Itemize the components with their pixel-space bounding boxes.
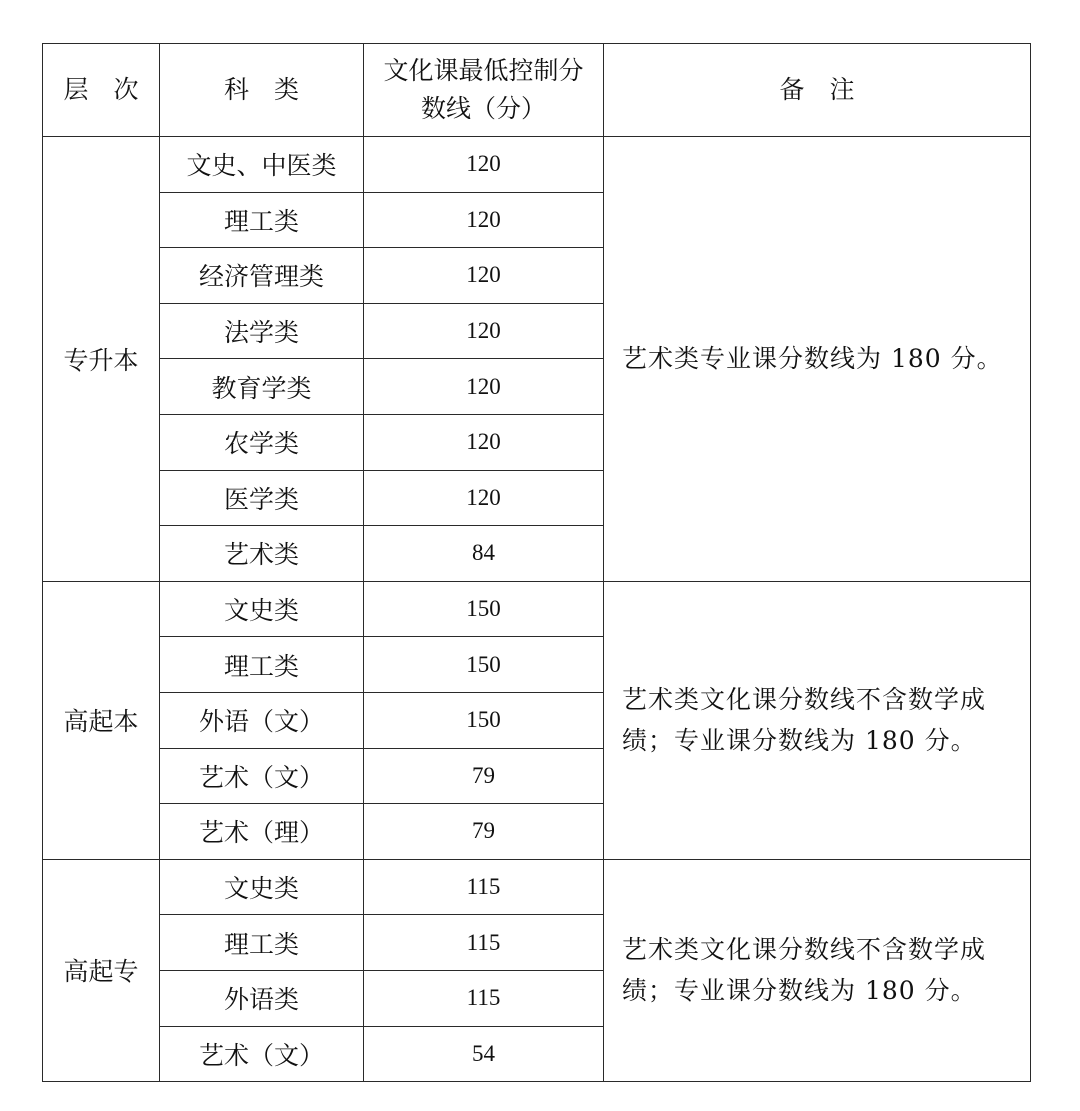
subject-cell: 艺术（文） [160, 748, 364, 804]
subject-cell: 外语类 [160, 970, 364, 1026]
score-cell: 115 [364, 915, 604, 971]
subject-cell: 艺术（理） [160, 804, 364, 860]
subject-cell: 医学类 [160, 470, 364, 526]
header-score-line2: 数线（分） [420, 94, 546, 123]
score-cell: 150 [364, 692, 604, 748]
header-score [364, 44, 604, 137]
table-body [43, 44, 1031, 1082]
level-cell: 高起专 [43, 859, 160, 1081]
table-row [43, 859, 1031, 915]
subject-cell: 理工类 [160, 192, 364, 248]
header-note: 备 注 [604, 44, 1031, 137]
score-cell: 150 [364, 637, 604, 693]
score-table [42, 43, 1031, 1082]
score-cell: 54 [364, 1026, 604, 1082]
score-cell: 120 [364, 359, 604, 415]
score-cell: 115 [364, 859, 604, 915]
note-cell [604, 581, 1031, 859]
note-text: 艺术类专业课分数线为 180 分。 [622, 344, 1003, 374]
subject-cell: 文史类 [160, 581, 364, 637]
score-cell: 120 [364, 470, 604, 526]
header-level: 层 次 [43, 44, 160, 137]
score-cell: 79 [364, 804, 604, 860]
table-row [43, 581, 1031, 637]
header-subject: 科 类 [160, 44, 364, 137]
subject-cell: 法学类 [160, 303, 364, 359]
subject-cell: 文史类 [160, 859, 364, 915]
table-row [43, 137, 1031, 193]
note-text: 艺术类文化课分数线不含数学成绩；专业课分数线为 180 分。 [622, 685, 987, 756]
subject-cell: 经济管理类 [160, 248, 364, 304]
score-cell: 150 [364, 581, 604, 637]
subject-cell: 艺术（文） [160, 1026, 364, 1082]
subject-cell: 教育学类 [160, 359, 364, 415]
subject-cell: 文史、中医类 [160, 137, 364, 193]
score-cell: 79 [364, 748, 604, 804]
level-cell: 高起本 [43, 581, 160, 859]
header-row [43, 44, 1031, 137]
note-cell [604, 859, 1031, 1081]
subject-cell: 理工类 [160, 915, 364, 971]
header-score-line1: 文化课最低控制分 [383, 56, 584, 85]
score-cell: 84 [364, 526, 604, 582]
subject-cell: 艺术类 [160, 526, 364, 582]
score-cell: 120 [364, 303, 604, 359]
score-cell: 120 [364, 248, 604, 304]
score-cell: 120 [364, 137, 604, 193]
note-text: 艺术类文化课分数线不含数学成绩；专业课分数线为 180 分。 [622, 935, 987, 1006]
subject-cell: 农学类 [160, 414, 364, 470]
subject-cell: 理工类 [160, 637, 364, 693]
level-cell: 专升本 [43, 137, 160, 582]
score-cell: 120 [364, 414, 604, 470]
note-cell [604, 137, 1031, 582]
score-cell: 115 [364, 970, 604, 1026]
score-cell: 120 [364, 192, 604, 248]
subject-cell: 外语（文） [160, 692, 364, 748]
